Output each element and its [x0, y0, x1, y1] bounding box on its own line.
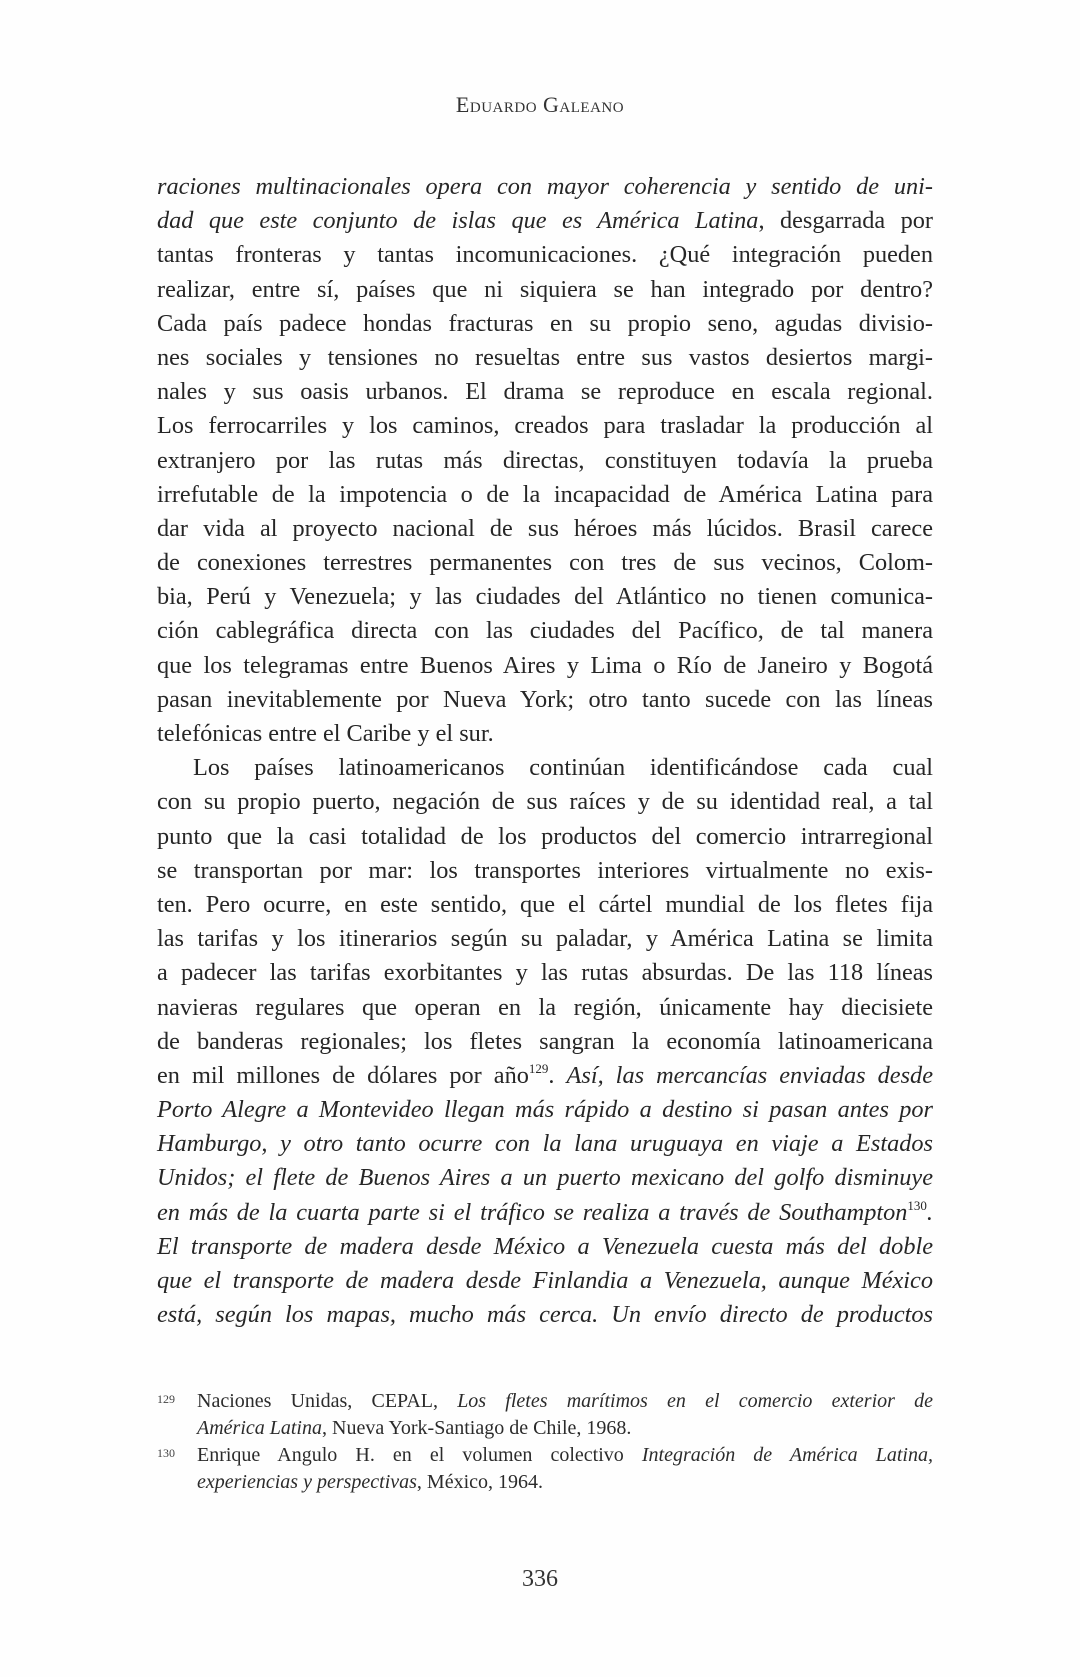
body-text — [157, 170, 933, 1332]
text-line — [157, 649, 933, 683]
text-run: ten. Pero ocurre, en este sentido, que el cártel mundial de los fletes fija — [157, 890, 933, 918]
italic-text: está, según los mapas, mucho más cerca. Un envío directo de productos — [157, 1301, 933, 1329]
footnote-line — [197, 1388, 933, 1415]
italic-text: Los fletes marítimos en el comercio exterior de — [457, 1390, 934, 1412]
italic-text: América Latina — [197, 1417, 322, 1439]
text-line — [157, 512, 933, 546]
footnote-130 — [157, 1442, 933, 1496]
text-run: bia, Perú y Venezuela; y las ciudades del Atlántico no tienen comunica- — [157, 583, 933, 611]
text-line — [157, 614, 933, 648]
text-line — [157, 341, 933, 375]
text-run: Los países latinoamericanos continúan identificándose cada cual — [193, 754, 933, 782]
text-run: a padecer las tarifas exorbitantes y las rutas absurdas. De las 118 líneas — [157, 959, 933, 987]
text-line — [157, 1264, 933, 1298]
footnotes — [157, 1388, 933, 1496]
text-line — [157, 1025, 933, 1059]
footnote-number: 130 — [157, 1446, 175, 1460]
footnote-number: 129 — [157, 1392, 175, 1406]
text-line — [157, 683, 933, 717]
italic-text: Porto Alegre a Montevideo llegan más rápido a destino si pasan antes por — [157, 1096, 933, 1124]
text-line — [157, 204, 933, 238]
text-run: . — [548, 1061, 567, 1089]
text-line — [157, 1196, 933, 1230]
text-run: en mil millones de dólares por año — [157, 1061, 529, 1089]
text-line — [157, 991, 933, 1025]
text-run: se transportan por mar: los transportes interiores virtualmente no exis- — [157, 856, 933, 884]
running-head: Eduardo Galeano — [455, 92, 625, 117]
text-run: de banderas regionales; los fletes sangran la economía latinoamericana — [157, 1027, 933, 1055]
italic-text: Hamburgo, y otro tanto ocurre con la lana uruguaya en viaje a Estados — [157, 1130, 933, 1158]
footnote-reference[interactable]: 129 — [528, 1060, 549, 1076]
italic-text: experiencias y perspectivas — [197, 1471, 417, 1493]
footnote-reference[interactable]: 130 — [907, 1197, 927, 1213]
text-line — [157, 1230, 933, 1264]
text-line — [157, 1161, 933, 1195]
text-line — [157, 409, 933, 443]
text-line — [157, 785, 933, 819]
text-line — [157, 546, 933, 580]
text-line — [157, 922, 933, 956]
footnote-line — [197, 1415, 933, 1442]
footnote-129 — [157, 1388, 933, 1442]
italic-text: raciones multinacionales opera con mayor coherencia y sentido de uni- — [157, 173, 933, 200]
footnote-line — [197, 1469, 933, 1496]
italic-text: Así, las mercancías enviadas desde — [566, 1061, 933, 1089]
page-number: 336 — [522, 1566, 558, 1592]
text-run: extranjero por las rutas más directas, constituyen todavía la prueba — [157, 446, 933, 474]
text-run: irrefutable de la impotencia o de la incapacidad de América Latina para — [157, 480, 933, 508]
text-line — [157, 1127, 933, 1161]
italic-text: dad que este conjunto de islas que es América Latina — [157, 207, 759, 235]
text-line — [157, 717, 933, 751]
text-run: ción cablegráfica directa con las ciudades del Pacífico, de tal manera — [157, 617, 933, 645]
italic-text: que el transporte de madera desde Finlandia a Venezuela, aunque México — [157, 1267, 933, 1294]
text-run: telefónicas entre el Caribe y el sur. — [157, 720, 494, 747]
text-run: Enrique Angulo H. en el volumen colectivo — [197, 1444, 642, 1466]
text-run: Los ferrocarriles y los caminos, creados para trasladar la producción al — [157, 412, 933, 440]
italic-text: en más de la cuarta parte si el tráfico se realiza a través de Southampton — [157, 1198, 908, 1226]
text-line — [157, 1059, 933, 1093]
text-line — [157, 238, 933, 272]
text-line — [157, 580, 933, 614]
text-run: Cada país padece hondas fracturas en su propio seno, agudas divisio- — [157, 309, 933, 337]
text-run: , desgarrada por — [758, 207, 933, 235]
text-run: pasan inevitablemente por Nueva York; otro tanto sucede con las líneas — [157, 685, 933, 713]
footnote-line — [197, 1442, 933, 1469]
text-run: Naciones Unidas, CEPAL, — [197, 1390, 458, 1412]
text-line — [157, 820, 933, 854]
text-run: nes sociales y tensiones no resueltas entre sus vastos desiertos margi- — [157, 343, 933, 371]
text-run: , México, 1964. — [416, 1471, 544, 1493]
text-line — [157, 888, 933, 922]
text-line — [157, 307, 933, 341]
text-line — [157, 375, 933, 409]
text-line — [157, 170, 933, 204]
text-run: realizar, entre sí, países que ni siquiera se han integrado por dentro? — [157, 275, 933, 303]
text-run: dar vida al proyecto nacional de sus héroes más lúcidos. Brasil carece — [157, 514, 933, 542]
text-line — [157, 854, 933, 888]
text-run: con su propio puerto, negación de sus raíces y de su identidad real, a tal — [157, 788, 933, 816]
text-run: las tarifas y los itinerarios según su paladar, y América Latina se limita — [157, 925, 933, 953]
text-run: de conexiones terrestres permanentes con tres de sus vecinos, Colom- — [157, 549, 933, 577]
text-run: tantas fronteras y tantas incomunicaciones. ¿Qué integración pueden — [157, 241, 933, 269]
italic-text: . — [926, 1198, 933, 1226]
text-line — [157, 956, 933, 990]
text-line — [157, 273, 933, 307]
text-run: , Nueva York-Santiago de Chile, 1968. — [322, 1417, 632, 1439]
text-run: punto que la casi totalidad de los productos del comercio intrarregional — [157, 822, 933, 850]
text-line — [157, 1298, 933, 1332]
text-line — [157, 478, 933, 512]
text-run: navieras regulares que operan en la región, únicamente hay diecisiete — [157, 993, 933, 1021]
text-line — [157, 444, 933, 478]
italic-text: Integración de América Latina, — [641, 1444, 933, 1466]
text-line — [157, 1093, 933, 1127]
text-run: nales y sus oasis urbanos. El drama se reproduce en escala regional. — [157, 378, 933, 406]
text-run: que los telegramas entre Buenos Aires y Lima o Río de Janeiro y Bogotá — [157, 651, 933, 679]
italic-text: Unidos; el flete de Buenos Aires a un puerto mexicano del golfo disminuye — [157, 1164, 933, 1192]
text-line — [157, 751, 933, 785]
italic-text: El transporte de madera desde México a Venezuela cuesta más del doble — [157, 1232, 933, 1260]
